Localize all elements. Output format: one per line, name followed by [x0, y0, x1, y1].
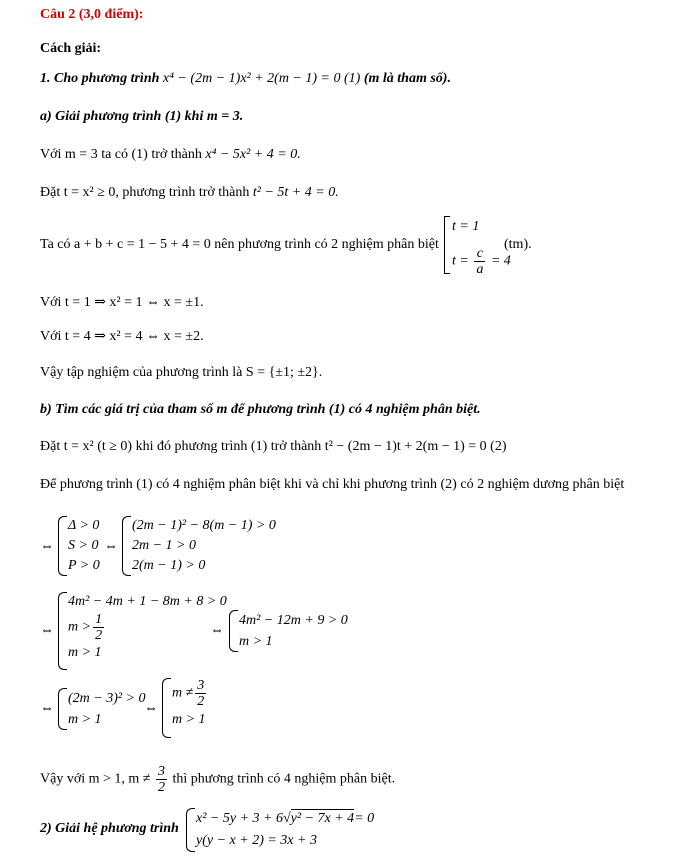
equation-part: x² − 5y + 3 + 6 — [196, 811, 283, 826]
system-row — [196, 808, 374, 830]
system-row: m > 1 — [239, 634, 273, 649]
system-conditions — [122, 516, 292, 576]
fraction-c-over-a — [474, 246, 485, 277]
method-label: Cách giải: — [40, 41, 102, 56]
system-row: 2m − 1 > 0 — [132, 538, 197, 553]
problem-1-equation: x⁴ − (2m − 1)x² + 2(m − 1) = 0 (1) — [162, 71, 361, 86]
part-a-line-2-eq: t² − 5t + 4 = 0. — [252, 185, 339, 200]
iff-symbol: ⇔ — [210, 623, 224, 638]
part-a-line-2-text: Đặt t = x² ≥ 0, phương trình trở thành — [40, 185, 250, 200]
fraction-three-halves — [195, 678, 206, 709]
part-b-title: b) Tìm các giá trị của tham số m để phương trình (1) có 4 nghiệm phân biệt. — [40, 402, 481, 417]
iff-symbol: ⇔ — [40, 623, 54, 638]
fraction-numerator: 3 — [157, 764, 165, 779]
system-simplified — [229, 610, 359, 652]
system-row-lhs: m > — [68, 619, 92, 635]
system-delta-s-p — [58, 516, 108, 576]
problem-1-note: (m là tham số). — [363, 71, 451, 86]
system-row: m > 1 — [68, 645, 102, 660]
problem-1-intro: 1. Cho phương trình — [40, 71, 160, 86]
solution-t2-value: = 4 — [490, 253, 511, 269]
fraction-denominator: 2 — [95, 628, 103, 643]
iff-symbol: ⇔ — [144, 701, 158, 716]
system-row: Δ > 0 — [68, 518, 100, 533]
problem-1-statement — [40, 70, 451, 88]
brace — [162, 678, 171, 738]
system-square — [58, 688, 150, 730]
system-row: (2m − 3)² > 0 — [68, 691, 146, 706]
system-row: P > 0 — [68, 558, 100, 573]
part-a-line-3: Ta có a + b + c = 1 − 5 + 4 = 0 nên phương trình có 2 nghiệm phân biệt — [40, 237, 439, 252]
fraction-denominator: a — [476, 262, 484, 277]
system-row: m > 1 — [172, 712, 206, 727]
system-row — [68, 612, 227, 643]
brace — [58, 592, 67, 670]
part-a-line-1-text: Với m = 3 ta có (1) trở thành — [40, 147, 202, 162]
equation-rhs: = 0 — [354, 811, 375, 826]
fraction-numerator: 1 — [95, 612, 103, 627]
system-row-lhs: m ≠ — [172, 685, 194, 701]
fraction-one-half — [93, 612, 104, 643]
part-a-line-2 — [40, 184, 339, 202]
system-row: 4m² − 4m + 1 − 8m + 8 > 0 — [68, 594, 227, 609]
sqrt-symbol: √ — [282, 811, 291, 826]
fraction-numerator: c — [474, 246, 485, 262]
solution-check: (tm). — [504, 237, 532, 252]
part-b-line-1: Đặt t = x² (t ≥ 0) khi đó phương trình (1) trở thành t² − (2m − 1)t + 2(m − 1) = 0 (2) — [40, 439, 507, 454]
system-row: 4m² − 12m + 9 > 0 — [239, 613, 348, 628]
system-row: m > 1 — [68, 712, 102, 727]
section-header: Câu 2 (3,0 điểm): — [40, 7, 144, 22]
brace — [58, 516, 67, 576]
radicand: y² − 7x + 4 — [290, 811, 355, 826]
part-a-title — [40, 108, 243, 126]
fraction-denominator: 2 — [157, 780, 165, 795]
problem-2-title: 2) Giải hệ phương trình — [40, 821, 179, 836]
system-row: S > 0 — [68, 538, 99, 553]
fraction-three-halves — [156, 764, 167, 795]
part-b-line-2: Để phương trình (1) có 4 nghiệm phân biệt khi và chỉ khi phương trình (2) có 2 nghiệm dương phân biệt — [40, 477, 625, 492]
iff-symbol: ⇔ — [40, 539, 54, 554]
part-a-title-text: a) Giải phương trình — [40, 109, 162, 124]
system-final — [162, 678, 222, 738]
brace — [186, 808, 195, 852]
solution-t2-lhs: t = — [452, 253, 469, 269]
fraction-denominator: 2 — [197, 694, 205, 709]
iff-symbol: ⇔ — [104, 539, 118, 554]
system-row — [172, 678, 208, 709]
conclusion-condition: Vậy với m > 1, m ≠ — [40, 771, 151, 787]
system-row: y(y − x + 2) = 3x + 3 — [196, 833, 317, 848]
fraction-numerator: 3 — [197, 678, 205, 693]
system-row: 2(m − 1) > 0 — [132, 558, 206, 573]
part-b-conclusion — [40, 764, 395, 795]
brace — [58, 688, 67, 730]
conclusion-text: thì phương trình có 4 nghiệm phân biệt. — [172, 771, 396, 787]
system-expanded — [58, 592, 228, 670]
part-a-condition: (1) khi m = 3. — [164, 109, 244, 124]
brace — [229, 610, 238, 652]
part-a-line-5: Với t = 4 ⇒ x² = 4 ⇔ x = ±2. — [40, 329, 204, 344]
part-a-line-1 — [40, 146, 301, 164]
iff-symbol: ⇔ — [40, 701, 54, 716]
solution-bracket — [444, 216, 450, 274]
brace — [122, 516, 131, 576]
part-a-line-4: Với t = 1 ⇒ x² = 1 ⇔ x = ±1. — [40, 295, 204, 310]
system-row: (2m − 1)² − 8(m − 1) > 0 — [132, 518, 276, 533]
part-a-line-1-eq: x⁴ − 5x² + 4 = 0. — [205, 147, 301, 162]
solution-t1: t = 1 — [452, 219, 480, 234]
problem-2-system — [186, 808, 386, 852]
solution-t2 — [452, 246, 511, 277]
part-a-conclusion: Vậy tập nghiệm của phương trình là S = {±1; ±2}. — [40, 365, 323, 380]
